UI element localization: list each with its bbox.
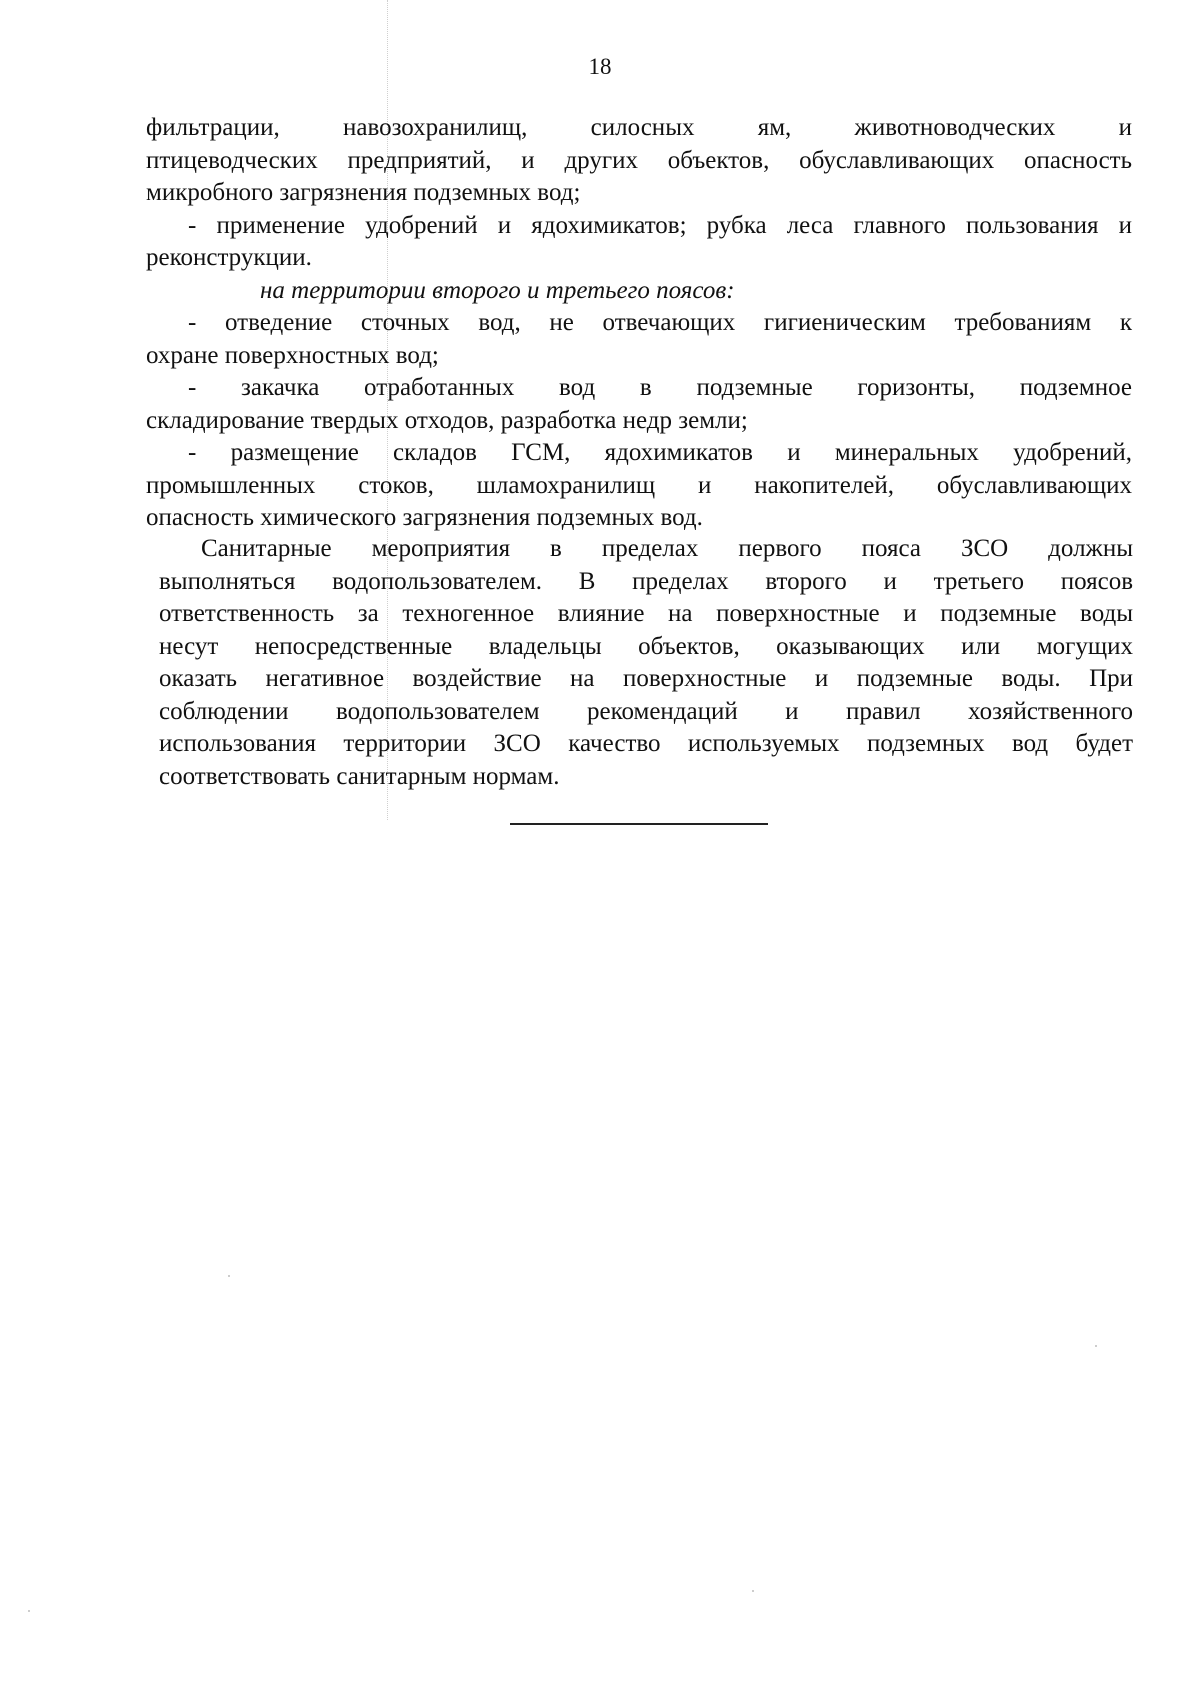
text-line: соблюдении водопользователем рекомендаций и правил хозяйственного (159, 697, 1133, 725)
text-line: ответственность за техногенное влияние на поверхностные и подземные воды (159, 600, 1133, 627)
text-line: складирование твердых отходов, разработка недр земли; (146, 406, 748, 434)
text-line: микробного загрязнения подземных вод; (146, 179, 581, 206)
scan-speck (1095, 1345, 1097, 1347)
list-item-line: - размещение складов ГСМ, ядохимикатов и минеральных удобрений, (188, 439, 1132, 466)
sanitary-measures-paragraph (159, 533, 1133, 793)
text-line: реконструкции. (146, 244, 312, 271)
page-number: 18 (588, 54, 612, 79)
text-line: соответствовать санитарным нормам. (159, 762, 560, 790)
text-line: опасность химического загрязнения подземных вод. (146, 504, 703, 531)
list-item-line: - закачка отработанных вод в подземные горизонты, подземное (188, 374, 1132, 401)
list-item-line: - применение удобрений и ядохимикатов; рубка леса главного пользования и (188, 211, 1132, 239)
scan-speck (752, 1590, 754, 1592)
scan-speck (228, 1275, 230, 1277)
paragraph-first-line: Санитарные мероприятия в пределах первого пояса ЗСО должны (201, 535, 1133, 562)
list-item-line: - отведение сточных вод, не отвечающих гигиеническим требованиям к (188, 309, 1132, 336)
text-line: использования территории ЗСО качество используемых подземных вод будет (159, 730, 1133, 757)
scan-speck (28, 1610, 30, 1612)
text-line: несут непосредственные владельцы объектов, оказывающих или могущих (159, 632, 1133, 660)
text-line: фильтрации, навозохранилищ, силосных ям, животноводческих и (146, 114, 1132, 141)
zone-subheading: на территории второго и третьего поясов: (260, 276, 735, 304)
text-line: оказать негативное воздействие на поверхностные и подземные воды. При (159, 665, 1133, 692)
text-line: охране поверхностных вод; (146, 341, 439, 369)
text-line: птицеводческих предприятий, и других объектов, обуславливающих опасность (146, 146, 1132, 174)
prohibitions-text-block (146, 112, 1132, 535)
text-line: промышленных стоков, шламохранилищ и накопителей, обуславливающих (146, 471, 1132, 499)
end-of-document-rule (510, 823, 768, 825)
text-line: выполняться водопользователем. В пределах второго и третьего поясов (159, 567, 1133, 595)
